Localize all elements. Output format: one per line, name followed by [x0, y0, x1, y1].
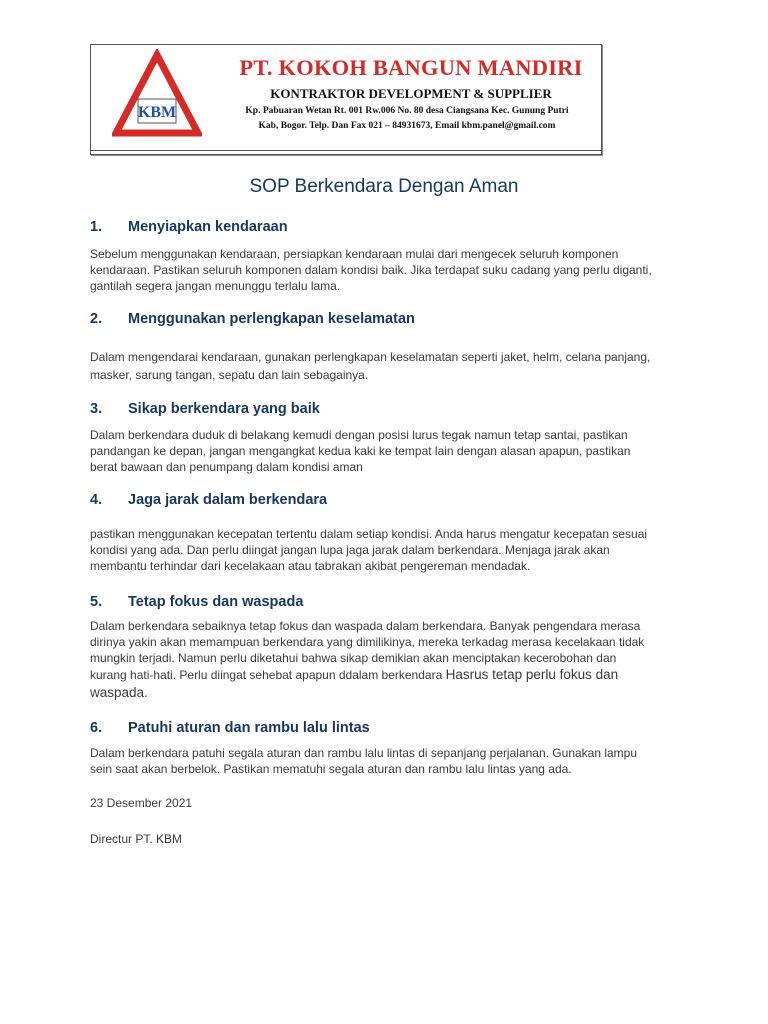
section-number: 6. — [90, 720, 103, 736]
section-paragraph — [90, 746, 690, 778]
section-title: Sikap berkendara yang baik — [128, 401, 320, 417]
section-number: 3. — [90, 401, 103, 417]
paragraph-line: dirinya yakin akan memampuan berkendara yang dimilikinya, mereka terkadag merasa kecelakaan tidak — [90, 634, 645, 649]
paragraph-line: membantu terhindar dari kecelakaan atau tabrakan akibat pengereman mendadak. — [90, 558, 531, 573]
paragraph-line: sein saat akan berbelok. Pastikan mematuhi segala aturan dan rambu lalu lintas yang ada. — [90, 761, 572, 776]
section-title: Patuhi aturan dan rambu lalu lintas — [128, 720, 370, 736]
section-title: Jaga jarak dalam berkendara — [128, 492, 328, 508]
paragraph-line: kendaraan. Pastikan seluruh komponen dalam kondisi baik. Jika terdapat suku cadang yang perlu diganti, — [90, 262, 652, 277]
section-heading — [90, 594, 303, 610]
company-logo — [112, 49, 202, 137]
section-paragraph — [90, 247, 690, 294]
paragraph-line: pastikan menggunakan kecepatan tertentu dalam setiap kondisi. Anda harus mengatur kecepatan sesuai — [90, 527, 648, 541]
paragraph-line: Dalam berkendara sebaiknya tetap fokus dan waspada dalam berkendara. Banyak pengendara merasa — [90, 619, 641, 633]
section-paragraph — [90, 527, 690, 574]
letterhead — [90, 44, 602, 155]
section-number: 1. — [90, 219, 103, 235]
document-date: 23 Desember 2021 — [90, 796, 193, 810]
address-line: Kp. Pabuaran Wetan Rt. 001 Rw.006 No. 80 desa Ciangsana Kec. Gunung Putri — [245, 106, 569, 116]
section-paragraph — [90, 348, 690, 384]
company-address — [211, 104, 603, 134]
paragraph-line: kondisi yang ada. Dan perlu diingat jangan lupa jaga jarak dalam berkendara. Menjaga jarak akan — [90, 542, 610, 557]
paragraph-line: masker, sarung tangan, sepatu dan lain sebagainya. — [90, 368, 369, 382]
paragraph-line: Sebelum menggunakan kendaraan, persiapkan kendaraan mulai dari mengecek seluruh komponen — [90, 247, 619, 261]
section-paragraph — [90, 428, 690, 475]
company-name: PT. KOKOH BANGUN MANDIRI — [239, 55, 583, 80]
section-heading — [90, 219, 288, 235]
logo-text: KBM — [137, 104, 177, 121]
section-number: 2. — [90, 311, 103, 327]
document-title: SOP Berkendara Dengan Aman — [249, 176, 519, 197]
section-number: 4. — [90, 492, 103, 508]
section-title: Menyiapkan kendaraan — [128, 219, 288, 235]
paragraph-line: kurang hati-hati. Perlu diingat sehebat apapun ddalam berkendara — [90, 668, 446, 683]
emphasis-text: waspada. — [90, 685, 148, 701]
section-number: 5. — [90, 594, 103, 610]
paragraph-line: mungkin terjadi. Namun perlu diketahui bahwa sikap demikian akan menciptakan kecerobohan dan — [90, 650, 617, 665]
paragraph-line: berat bawaan dan penumpang dalam kondisi aman — [90, 459, 363, 474]
section-heading — [90, 720, 370, 736]
address-line: Kab, Bogor. Telp. Dan Fax 021 – 84931673, Email kbm.panel@gmail.com — [258, 121, 556, 131]
paragraph-line: gantilah segera jangan menunggu terlalu lama. — [90, 278, 341, 293]
section-heading — [90, 492, 327, 508]
letterhead-rule — [91, 150, 601, 151]
emphasis-text: Hasrus tetap perlu fokus dan — [445, 667, 619, 683]
signature-line: Directur PT. KBM — [90, 832, 183, 846]
section-paragraph — [90, 619, 690, 702]
paragraph-line: Dalam mengendarai kendaraan, gunakan perlengkapan keselamatan seperti jaket, helm, celana panjang, — [90, 350, 651, 364]
section-title: Tetap fokus dan waspada — [128, 594, 304, 610]
paragraph-line: pandangan ke depan, jangan mengangkat kedua kaki ke tempat lain dengan alasan apapun, pastikan — [90, 443, 631, 458]
company-tagline: KONTRAKTOR DEVELOPMENT & SUPPLIER — [270, 86, 552, 101]
section-title: Menggunakan perlengkapan keselamatan — [128, 311, 415, 327]
paragraph-line: Dalam berkendara duduk di belakang kemudi dengan posisi lurus tegak namun tetap santai, pastikan — [90, 428, 628, 442]
section-heading — [90, 401, 320, 417]
paragraph-line: Dalam berkendara patuhi segala aturan dan rambu lalu lintas di sepanjang perjalanan. Gunakan lampu — [90, 746, 638, 760]
section-heading — [90, 311, 415, 327]
